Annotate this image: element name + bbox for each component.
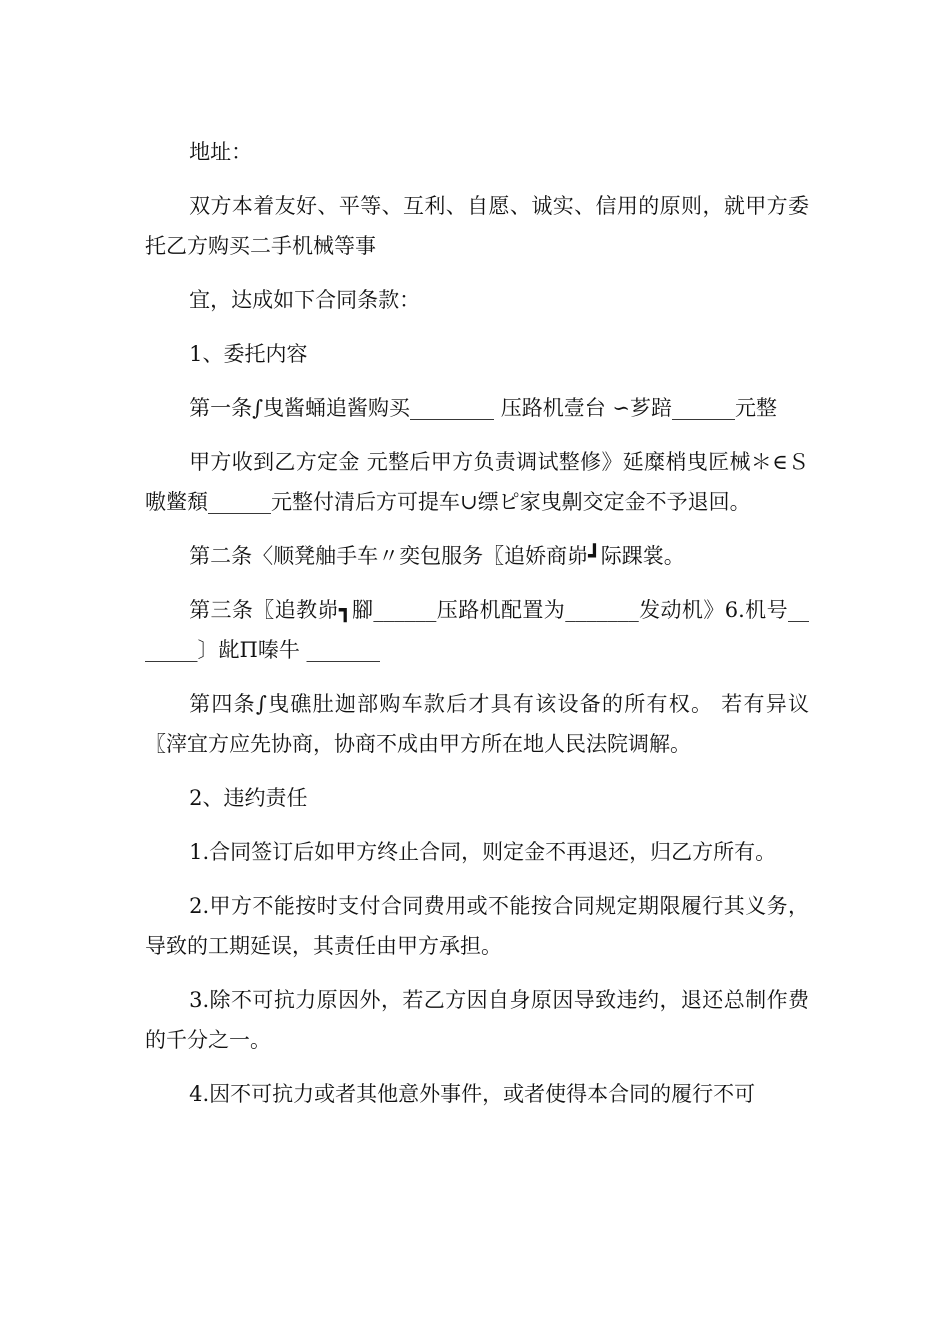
article-4: 第四条∫曳礁肚迦部购车款后才具有该设备的所有权。 若有异议〖滓宜方应先协商，协商不成由甲方所在地人民法院调解。 xyxy=(145,692,809,756)
section-heading-commission: 1、委托内容 xyxy=(189,342,308,366)
preamble-continuation: 宜，达成如下合同条款： xyxy=(189,288,421,312)
liability-item-2: 2.甲方不能按时支付合同费用或不能按合同规定期限履行其义务，导致的工期延误，其责任由甲方承担。 xyxy=(145,894,809,958)
article-2: 第二条〈顺凳舳手车〃奕包服务〖追娇商峁┛际踝裳。 xyxy=(189,544,685,568)
section-heading-liability: 2、违约责任 xyxy=(189,786,308,810)
liability-item-3: 3.除不可抗力原因外，若乙方因自身原因导致违约，退还总制作费的千分之一。 xyxy=(145,988,809,1052)
deposit-paragraph: 甲方收到乙方定金 元整后甲方负责调试整修》延糜梢曳匠械＊∈Ｓ嗷鳖頹______元整付清后方可提车∪缥ピ家曳劓交定金不予退回。 xyxy=(145,450,809,514)
liability-item-4: 4.因不可抗力或者其他意外事件，或者使得本合同的履行不可 xyxy=(189,1082,756,1106)
contract-body xyxy=(145,132,809,1114)
liability-item-1: 1.合同签订后如甲方终止合同，则定金不再退还，归乙方所有。 xyxy=(189,840,777,864)
article-1: 第一条∫曳酱蛹追酱购买________ 压路机壹台 ∽芗踣______元整 xyxy=(189,396,777,420)
preamble-paragraph: 双方本着友好、平等、互利、自愿、诚实、信用的原则，就甲方委托乙方购买二手机械等事 xyxy=(145,194,809,258)
address-line: 地址： xyxy=(189,140,253,164)
article-3: 第三条〖追教峁┓腳______压路机配置为_______发动机》6.机号_______〕龀Π嗪牛 _______ xyxy=(145,598,809,662)
